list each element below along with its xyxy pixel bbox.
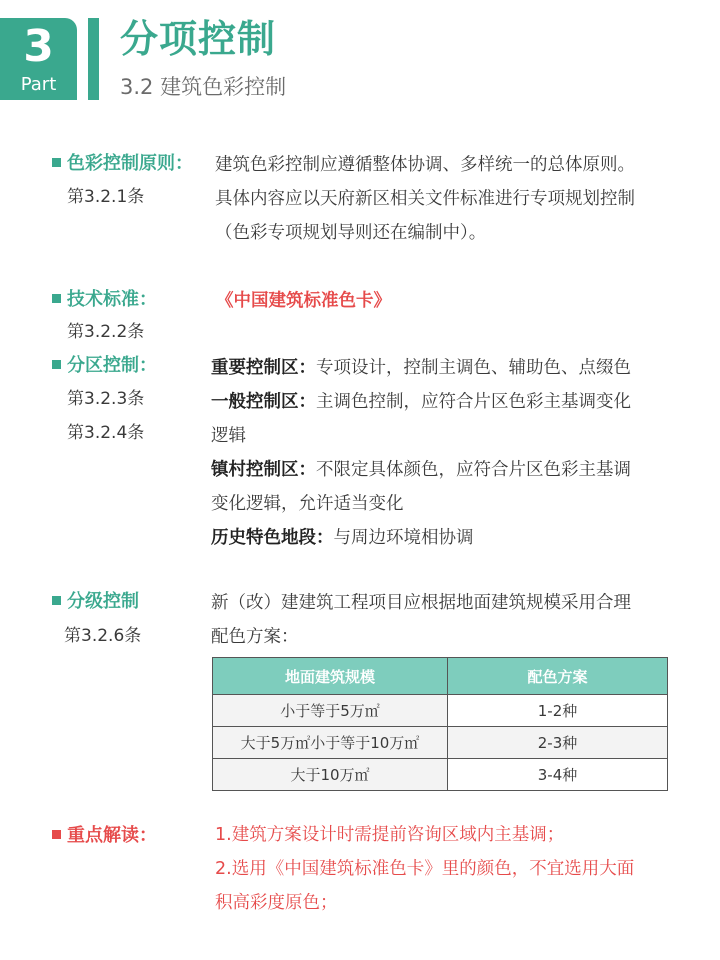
- bullet-square-icon: [52, 596, 61, 605]
- clause-3-2-1: 第3.2.1条: [67, 187, 145, 207]
- part-word: Part: [20, 74, 57, 95]
- bullet-square-icon: [52, 830, 61, 839]
- part-badge: [0, 18, 77, 100]
- grading-text: 新（改）建建筑工程项目应根据地面建筑规模采用合理 配色方案：: [211, 593, 631, 647]
- zoning-item-town-village: 镇村控制区：不限定具体颜色，应符合片区色彩主基调: [211, 460, 631, 480]
- clause-3-2-6: 第3.2.6条: [64, 626, 142, 646]
- page-subtitle: 3.2 建筑色彩控制: [120, 75, 287, 99]
- bullet-square-icon: [52, 294, 61, 303]
- section-label-grading: 分级控制: [52, 588, 139, 616]
- key-points-text: 1.建筑方案设计时需提前咨询区域内主基调； 2.选用《中国建筑标准色卡》里的颜色，不宜选用大面 积高彩度原色；: [215, 825, 635, 913]
- clause-3-2-4: 第3.2.4条: [67, 423, 145, 443]
- section-label-tech-standard: 技术标准：: [52, 286, 157, 314]
- zoning-item-historic: 历史特色地段：与周边环境相协调: [211, 528, 474, 548]
- section-label-zoning: 分区控制：: [52, 352, 157, 380]
- clause-3-2-2: 第3.2.2条: [67, 322, 145, 342]
- table-cell-scale: 大于5万㎡小于等于10万㎡: [213, 727, 448, 759]
- table-cell-scheme: 1-2种: [448, 695, 668, 727]
- zoning-item-important: 重要控制区：专项设计，控制主调色、辅助色、点缀色: [211, 358, 631, 378]
- bullet-square-icon: [52, 360, 61, 369]
- table-cell-scheme: 2-3种: [448, 727, 668, 759]
- table-cell-scale: 大于10万㎡: [213, 759, 448, 791]
- section-label-color-principle: 色彩控制原则：: [52, 150, 193, 178]
- page-title: 分项控制: [120, 17, 277, 61]
- standard-color-card-title: 《中国建筑标准色卡》: [216, 291, 391, 311]
- zoning-text: 重要控制区：专项设计，控制主调色、辅助色、点缀色 一般控制区：主调色控制，应符合片区色彩主基调变化 逻辑 镇村控制区：不限定具体颜色，应符合片区色彩主基调 变化逻辑，允许适当变化 历史特色地段：与周边环境相协调: [211, 351, 691, 555]
- bullet-square-icon: [52, 158, 61, 167]
- table-cell-scale: 小于等于5万㎡: [213, 695, 448, 727]
- table-cell-scheme: 3-4种: [448, 759, 668, 791]
- clause-3-2-3: 第3.2.3条: [67, 389, 145, 409]
- header-divider-bar: [88, 18, 99, 100]
- part-number: 3: [23, 21, 54, 72]
- table-row: [213, 695, 668, 727]
- section-label-key-points: 重点解读：: [52, 822, 157, 850]
- zoning-item-general: 一般控制区：主调色控制，应符合片区色彩主基调变化: [211, 392, 631, 412]
- color-scheme-table: [212, 657, 668, 791]
- table-row: [213, 759, 668, 791]
- table-row: [213, 727, 668, 759]
- color-principle-text: 建筑色彩控制应遵循整体协调、多样统一的总体原则。 具体内容应以天府新区相关文件标准进行专项规划控制 （色彩专项规划导则还在编制中）。: [215, 155, 635, 243]
- table-header-scale: 地面建筑规模: [213, 658, 448, 695]
- table-header-row: [213, 658, 668, 695]
- table-header-scheme: 配色方案: [448, 658, 668, 695]
